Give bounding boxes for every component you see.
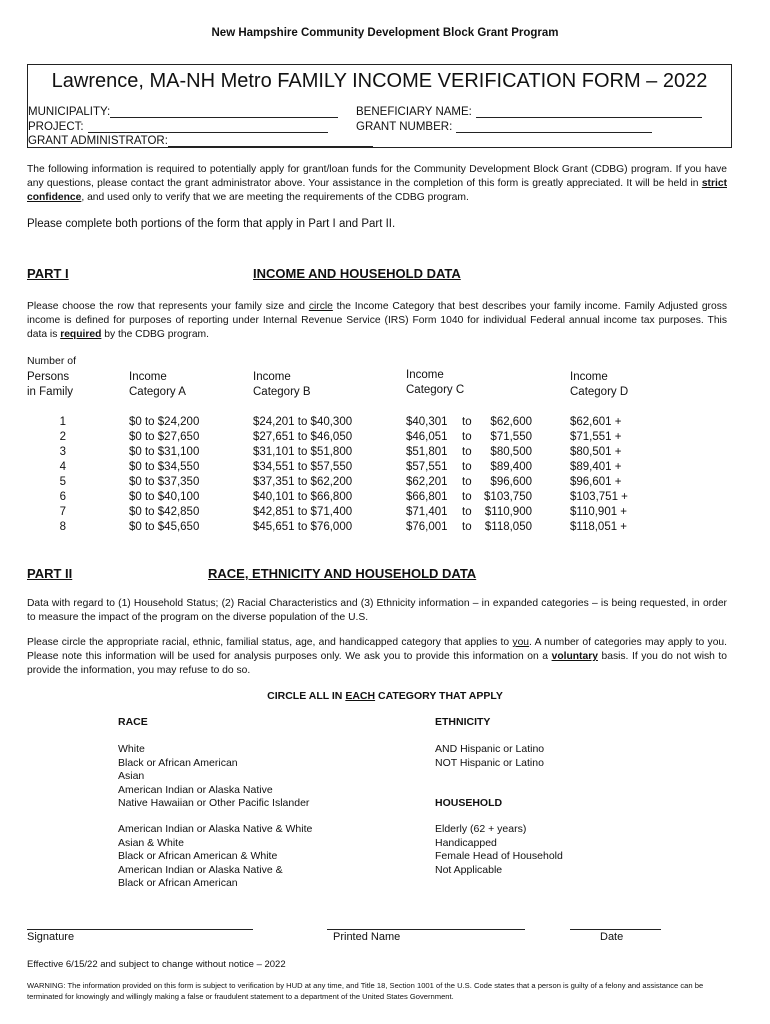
form-title-box bbox=[27, 64, 732, 148]
municipality-line[interactable] bbox=[110, 106, 338, 118]
category-c-upper-cell[interactable]: $71,550 bbox=[490, 431, 532, 443]
category-d-cell[interactable]: $62,601 + bbox=[570, 416, 622, 428]
category-c-from-cell[interactable]: $46,051 bbox=[406, 431, 448, 443]
category-b-cell[interactable]: $34,551 to $57,550 bbox=[253, 461, 353, 473]
municipality-field[interactable] bbox=[28, 106, 338, 118]
category-a-cell[interactable]: $0 to $45,650 bbox=[129, 521, 200, 533]
category-c-from-cell[interactable]: $76,001 bbox=[406, 521, 448, 533]
beneficiary-label: BENEFICIARY NAME: bbox=[356, 106, 472, 118]
printed-name-line[interactable] bbox=[327, 929, 525, 930]
date-label: Date bbox=[600, 931, 624, 943]
part2-label: PART II bbox=[27, 566, 73, 581]
race-multi-options bbox=[118, 823, 312, 891]
persons-count-cell[interactable]: 2 bbox=[59, 431, 66, 443]
project-label: PROJECT: bbox=[28, 121, 84, 133]
grant-number-field[interactable] bbox=[356, 121, 652, 133]
persons-count-cell[interactable]: 3 bbox=[59, 446, 66, 458]
ethnicity-options bbox=[435, 743, 544, 770]
category-a-cell[interactable]: $0 to $40,100 bbox=[129, 491, 200, 503]
beneficiary-field[interactable] bbox=[356, 106, 702, 118]
race-option[interactable]: American Indian or Alaska Native bbox=[118, 783, 273, 796]
part2-paragraph-1: Data with regard to (1) Household Status; (2) Racial Characteristics and (3) Ethnicity information – in expanded categories – is being requested, in order to measure the impact of the program on the diverse population of the U.S. bbox=[27, 598, 727, 623]
category-c-to-cell[interactable]: to bbox=[462, 416, 472, 428]
race-option[interactable]: White bbox=[118, 743, 145, 755]
race-multi-option[interactable]: American Indian or Alaska Native & bbox=[118, 863, 283, 876]
form-title: Lawrence, MA-NH Metro FAMILY INCOME VERIFICATION FORM – 2022 bbox=[51, 70, 708, 92]
race-option[interactable]: Asian bbox=[118, 770, 145, 782]
program-header: New Hampshire Community Development Block Grant Program bbox=[211, 27, 559, 39]
number-of-header: Number of bbox=[27, 355, 77, 367]
grant-number-line[interactable] bbox=[456, 121, 652, 133]
category-c-to-cell[interactable]: to bbox=[462, 461, 472, 473]
category-c-from-cell[interactable]: $51,801 bbox=[406, 446, 448, 458]
category-c-to-cell[interactable]: to bbox=[462, 446, 472, 458]
category-d-cell[interactable]: $80,501 + bbox=[570, 446, 622, 458]
category-c-to-cell[interactable]: to bbox=[462, 521, 472, 533]
grant-admin-line[interactable] bbox=[168, 135, 373, 147]
complete-both-instruction: Please complete both portions of the form that apply in Part I and Part II. bbox=[27, 218, 396, 230]
category-c-to-cell[interactable]: to bbox=[462, 506, 472, 518]
category-c-to-cell[interactable]: to bbox=[462, 491, 472, 503]
signature-label: Signature bbox=[27, 931, 75, 943]
persons-count-cell[interactable]: 7 bbox=[59, 506, 66, 518]
category-c-to-cell[interactable]: to bbox=[462, 476, 472, 488]
category-c-upper-cell[interactable]: $110,900 bbox=[484, 506, 532, 518]
persons-count-cell[interactable]: 6 bbox=[59, 491, 66, 503]
persons-count-cell[interactable]: 5 bbox=[59, 476, 66, 488]
category-c-from-cell[interactable]: $71,401 bbox=[406, 506, 448, 518]
category-d-cell[interactable]: $96,601 + bbox=[570, 476, 622, 488]
race-multi-option[interactable]: Asian & White bbox=[118, 836, 184, 849]
category-c-upper-cell[interactable]: $96,600 bbox=[490, 476, 532, 488]
household-option[interactable]: Female Head of Household bbox=[435, 850, 563, 862]
project-field[interactable] bbox=[28, 121, 328, 133]
grant-admin-label: GRANT ADMINISTRATOR: bbox=[28, 135, 168, 147]
part1-paragraph: Please choose the row that represents your family size and circle the Income Category that best describes your family income. Family Adjusted gross income is defined for purposes of reporting under Internal Revenue Service (IRS) Form 1040 for individual Federal annual income tax purposes. This data is required by the CDBG program. bbox=[27, 301, 727, 340]
category-b-cell[interactable]: $42,851 to $71,400 bbox=[253, 506, 353, 518]
category-c-from-cell[interactable]: $40,301 bbox=[406, 416, 448, 428]
part2-paragraph-2: Please circle the appropriate racial, ethnic, familial status, age, and handicapped category that applies to you. A number of categories may apply to you. Please note this information will be used for analysis purposes only. We ask you to provide this information on a voluntary basis. If you do not wish to provide the information, you may refuse to do so. bbox=[27, 637, 728, 676]
part1-heading: INCOME AND HOUSEHOLD DATA bbox=[253, 266, 461, 281]
signature-line[interactable] bbox=[27, 929, 253, 930]
category-d-cell[interactable]: $89,401 + bbox=[570, 461, 622, 473]
warning-note: WARNING: The information provided on this form is subject to verification by HUD at any time, and Title 18, Section 1001 of the U.S. Code states that a person is guilty of a felony and assistance can be terminated for knowingly and willingly making a false or fraudulent statement to a department of the United States Government. bbox=[27, 981, 704, 1001]
category-c-upper-cell[interactable]: $62,600 bbox=[490, 416, 532, 428]
category-a-cell[interactable]: $0 to $24,200 bbox=[129, 416, 200, 428]
circle-all-instruction: CIRCLE ALL IN EACH CATEGORY THAT APPLY bbox=[267, 690, 503, 702]
category-a-cell[interactable]: $0 to $42,850 bbox=[129, 506, 200, 518]
category-d-cell[interactable]: $103,751 + bbox=[570, 491, 628, 503]
category-d-cell[interactable]: $118,051 + bbox=[570, 521, 628, 533]
ethnicity-option[interactable]: AND Hispanic or Latino bbox=[435, 743, 545, 755]
category-c-from-cell[interactable]: $57,551 bbox=[406, 461, 448, 473]
persons-count-cell[interactable]: 8 bbox=[59, 521, 66, 533]
part2-heading: RACE, ETHNICITY AND HOUSEHOLD DATA bbox=[208, 566, 477, 581]
category-d-cell[interactable]: $110,901 + bbox=[570, 506, 628, 518]
grant-admin-field[interactable] bbox=[28, 135, 373, 147]
date-line[interactable] bbox=[570, 929, 661, 930]
race-option[interactable]: Native Hawaiian or Other Pacific Islander bbox=[118, 797, 310, 809]
race-label: RACE bbox=[118, 716, 148, 728]
part1-label: PART I bbox=[27, 266, 69, 281]
category-c-header: Income Category C bbox=[406, 369, 465, 396]
category-a-cell[interactable]: $0 to $31,100 bbox=[129, 446, 200, 458]
category-c-upper-cell[interactable]: $89,400 bbox=[490, 461, 532, 473]
persons-header: Persons in Family bbox=[27, 371, 74, 398]
grant-number-label: GRANT NUMBER: bbox=[356, 121, 453, 133]
category-b-cell[interactable]: $45,651 to $76,000 bbox=[253, 521, 353, 533]
strict-confidence-text: strict confidence bbox=[27, 178, 727, 203]
category-b-cell[interactable]: $37,351 to $62,200 bbox=[253, 476, 353, 488]
category-b-cell[interactable]: $24,201 to $40,300 bbox=[253, 416, 353, 428]
household-option[interactable]: Handicapped bbox=[435, 836, 497, 849]
category-a-header: Income Category A bbox=[129, 371, 186, 398]
category-d-header: Income Category D bbox=[570, 371, 629, 398]
municipality-label: MUNICIPALITY: bbox=[28, 106, 111, 118]
race-option[interactable]: Black or African American bbox=[118, 756, 238, 769]
category-c-from-cell[interactable]: $66,801 bbox=[406, 491, 448, 503]
category-c-upper-cell[interactable]: $103,750 bbox=[484, 491, 532, 503]
category-b-cell[interactable]: $31,101 to $51,800 bbox=[253, 446, 353, 458]
race-multi-option[interactable]: Black or African American & White bbox=[118, 850, 278, 862]
printed-name-label: Printed Name bbox=[333, 931, 401, 943]
race-multi-option[interactable]: Black or African American bbox=[118, 877, 238, 889]
category-c-to-cell[interactable]: to bbox=[462, 431, 472, 443]
persons-count-cell[interactable]: 1 bbox=[59, 416, 66, 428]
household-option[interactable]: Elderly (62 + years) bbox=[435, 823, 527, 835]
category-b-cell[interactable]: $27,651 to $46,050 bbox=[253, 431, 353, 443]
category-a-cell[interactable]: $0 to $37,350 bbox=[129, 476, 200, 488]
household-label: HOUSEHOLD bbox=[435, 797, 503, 809]
household-options bbox=[435, 823, 563, 877]
category-a-cell[interactable]: $0 to $34,550 bbox=[129, 461, 200, 473]
category-b-header: Income Category B bbox=[253, 371, 311, 398]
ethnicity-label: ETHNICITY bbox=[435, 716, 491, 728]
category-c-from-cell[interactable]: $62,201 bbox=[406, 476, 448, 488]
category-b-cell[interactable]: $40,101 to $66,800 bbox=[253, 491, 353, 503]
race-options bbox=[118, 743, 309, 811]
effective-date-note: Effective 6/15/22 and subject to change without notice – 2022 bbox=[27, 959, 286, 970]
race-multi-option[interactable]: American Indian or Alaska Native & White bbox=[118, 823, 313, 835]
persons-count-cell[interactable]: 4 bbox=[59, 461, 66, 473]
category-c-upper-cell[interactable]: $118,050 bbox=[484, 521, 532, 533]
category-a-cell[interactable]: $0 to $27,650 bbox=[129, 431, 200, 443]
category-c-upper-cell[interactable]: $80,500 bbox=[490, 446, 532, 458]
beneficiary-line[interactable] bbox=[476, 106, 702, 118]
ethnicity-option[interactable]: NOT Hispanic or Latino bbox=[435, 756, 544, 769]
category-d-cell[interactable]: $71,551 + bbox=[570, 431, 622, 443]
intro-paragraph: The following information is required to potentially apply for grant/loan funds for the Community Development Block Grant (CDBG) program. If you have any questions, please contact the grant administrator above. Your assistance in the completion of this form is greatly appreciated. It will be held in strict confidence, and used only to verify that we are meeting the requirements of the CDBG program. bbox=[27, 164, 727, 203]
project-line[interactable] bbox=[88, 121, 328, 133]
household-option[interactable]: Not Applicable bbox=[435, 863, 503, 876]
